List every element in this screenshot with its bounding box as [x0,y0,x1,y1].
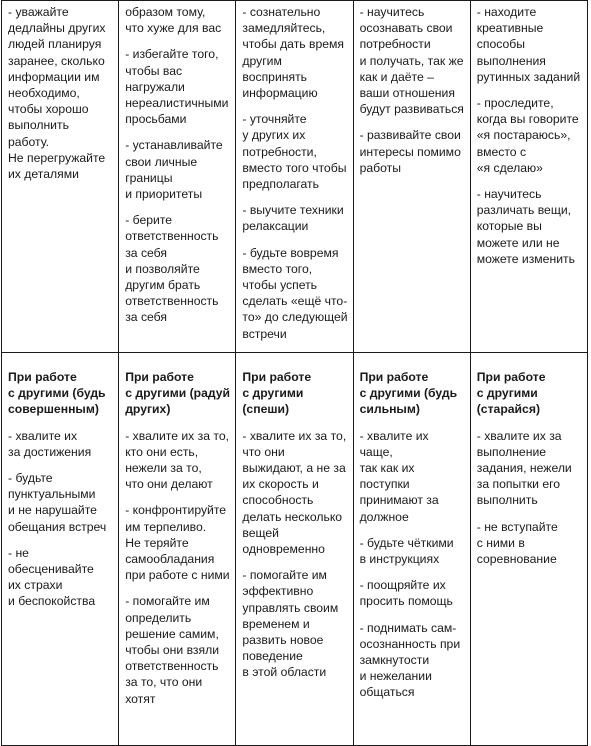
list-item: - научитесь различать вещи, которые вы можете или не можете изменить [476,187,575,266]
cell-heading: При работе с другими (радуй других) [125,370,231,417]
list-item: - научитесь осознавать свои потребности и получать, так же как и даёте – ваши отношения будут развиваться [359,5,464,117]
list-item: - помогайте им эффективно управлять своим временем и развить новое поведение в этой области [242,568,339,680]
cell-heading: При работе с другими (будь совершенным) [8,370,106,417]
list-item: - хвалите их за выполнение задания, нежели за попытки его выполнить [476,428,572,508]
cell-heading: При работе с другими (старайся) [476,370,546,417]
list-item: - берите ответственность за себя и позволяйте другим брать ответственность за себя [125,213,219,325]
cell-perfect [2,353,119,746]
cell-top-4 [353,1,470,353]
list-item: - выучите техники релаксации [242,203,344,234]
list-item: - поднимать сам- осознанность при замкнутости и нежелании общаться [359,620,461,700]
list-item: - будьте пунктуальными и не нарушайте обещания встреч [8,471,107,534]
list-item: - проследите, когда вы говорите «я постараюсь», вместо с «я сделаю» [476,96,579,175]
cell-top-5 [470,1,587,353]
cell-try-hard [470,353,587,746]
cell-top-2 [119,1,236,353]
list-item: - хвалите их за то, кто они есть, нежели за то, что они делают [125,428,230,492]
list-item: - не вступайте с ними в соревнование [476,519,558,567]
cell-top-1 [2,1,119,353]
list-item: - устанавливайте свои личные границы и приоритеты [125,138,223,202]
table-row-bottom [2,353,588,746]
list-item: - находите креативные способы выполнения рутинных заданий [476,5,581,84]
list-item: образом тому, что хуже для вас [125,5,222,36]
list-item: - хвалите их чаще, так как их поступки принимают за должное [359,428,439,524]
cell-hurry-up [236,353,353,746]
cell-be-strong [353,353,470,746]
list-item: - не обесценивайте их страхи и беспокойства [8,545,96,609]
list-item: - будьте вовремя вместо того, чтобы успеть сделать «ещё что- то» до следующей встречи [242,245,348,341]
cell-heading: При работе с другими (спеши) [242,370,312,417]
cell-please-others [119,353,236,746]
list-item: - сознательно замедляйтесь, чтобы дать время другим воспринять информацию [242,5,345,101]
list-item: - уважайте дедлайны других людей планируя заранее, сколько информации им необходимо, чтобы хорошо выполнить работу. Не перегружайте их деталями [8,5,106,182]
list-item: - уточняйте у других их потребности, вместо того чтобы предполагать [242,112,347,192]
cell-heading: При работе с другими (будь сильным) [359,370,458,417]
list-item: - помогайте им определить решение самим, чтобы они взяли ответственность за то, что они хотят [125,594,220,706]
list-item: - развивайте свои интересы помимо работы [359,128,461,175]
advice-table [1,0,588,746]
table-row-top [2,1,588,353]
list-item: - избегайте того, чтобы вас нагружали нереалистичными просьбами [125,47,229,127]
list-item: - будьте чёткими в инструкциях [359,535,454,567]
list-item: - хвалите их за достижения [8,428,92,459]
list-item: - конфронтируйте им терпеливо. Не теряйте самообладания при работе с ними [125,503,230,583]
list-item: - поощряйте их просить помощь [359,578,453,609]
cell-top-3 [236,1,353,353]
list-item: - хвалите их за то, что они выжидают, а не за их скорость и способность делать несколько вещей одновременно [242,428,347,557]
